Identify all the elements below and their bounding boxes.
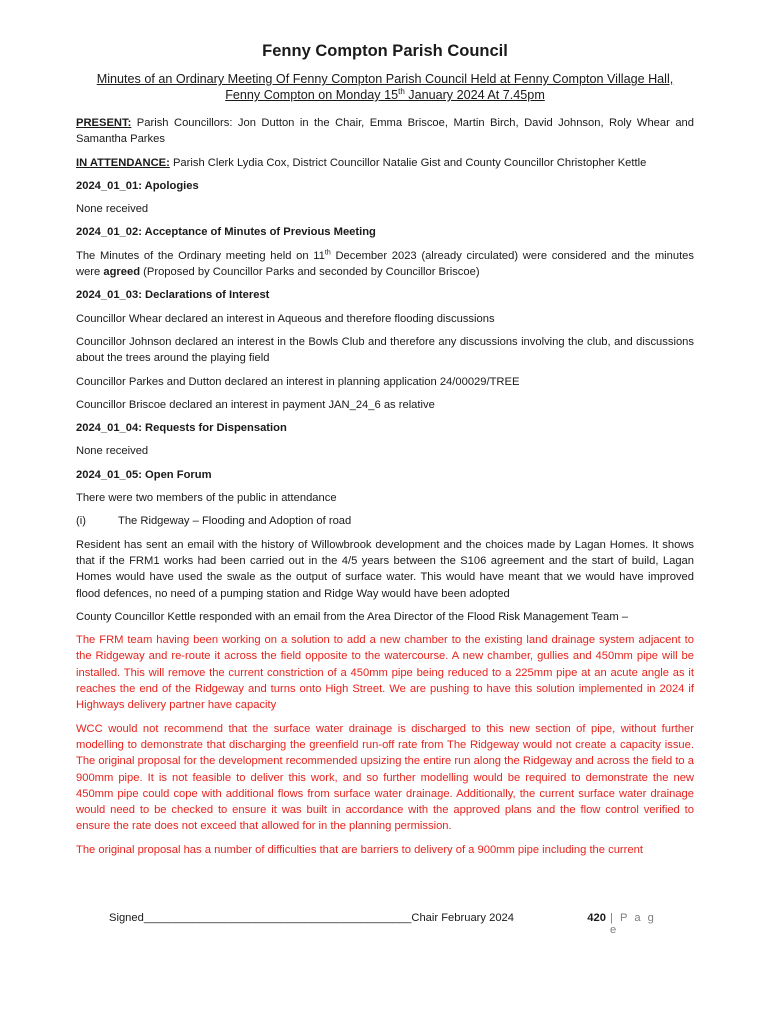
minutes-ordinal: th [324, 249, 331, 257]
open-forum-intro: There were two members of the public in attendance [76, 492, 337, 505]
section-heading-open-forum: 2024_01_05: Open Forum [76, 468, 212, 481]
attendance-paragraph [76, 155, 694, 171]
resident-paragraph: Resident has sent an email with the history of Willowbrook development and the choices made by Lagan Homes. It shows that if the FRM1 works had been carried out in the 4/5 years between the S106 agreement and the start of build, Lagan Homes would have used the swale as the output of surface water. This would have meant that we would have improved flood defences, no need of a pumping station and Ridge Way would have been adopted [76, 538, 694, 600]
frm-quote-paragraph-3: The original proposal has a number of difficulties that are barriers to delivery of a 900mm pipe including the current [76, 843, 643, 856]
item-title: The Ridgeway – Flooding and Adoption of road [118, 515, 352, 528]
page-footer [109, 912, 669, 936]
minutes-text-post: (Proposed by Councillor Parks and seconded by Councillor Briscoe) [140, 266, 480, 279]
open-forum-item [76, 513, 694, 529]
document-subtitle [76, 71, 694, 103]
minutes-text-pre: The Minutes of the Ordinary meeting held on 11 [76, 249, 325, 262]
declaration-line: Councillor Whear declared an interest in Aqueous and therefore flooding discussions [76, 312, 495, 325]
apologies-text: None received [76, 203, 149, 216]
signature-line: Signed___________________________________________Chair February 2024 [109, 912, 514, 924]
present-label: PRESENT: [76, 117, 132, 129]
subtitle-line-2-pre: Fenny Compton on Monday 15 [225, 88, 399, 102]
subtitle-ordinal: th [398, 86, 405, 96]
page-number: 420 [587, 912, 606, 924]
minutes-paragraph [76, 248, 694, 281]
frm-quote-paragraph-2: WCC would not recommend that the surface water drainage is discharged to this new section of pipe, without further modelling to demonstrate that discharging the greenfield run-off rate from The Ridgeway would not create a capacity issue. The original proposal for the development recommended upsizing the entire run along the Ridgeway and across the field to a 900mm pipe. It is not feasible to deliver this work, and so further modelling would be required to demonstrate the new 450mm pipe could cope with additional flows from surface water drainage. Additionally, the current surface water drainage would need to be checked to ensure it was built in accordance with the approved plans and the flow control verified to ensure the rate does not exceed that allowed for in the planning permission. [76, 722, 694, 833]
present-paragraph [76, 115, 694, 148]
councillor-response-paragraph: County Councillor Kettle responded with an email from the Area Director of the Flood Risk Management Team – [76, 610, 628, 623]
page-label: | P a g e [609, 912, 656, 936]
minutes-agreed: agreed [103, 266, 141, 279]
item-number: (i) [76, 515, 86, 528]
minutes-text-mid: December 2023 (already circulated) were considered and the minutes were [76, 249, 694, 279]
attendance-text: Parish Clerk Lydia Cox, District Councillor Natalie Gist and County Councillor Christopher Kettle [169, 156, 647, 169]
section-heading-dispensation: 2024_01_04: Requests for Dispensation [76, 422, 287, 435]
frm-quote-paragraph-1: The FRM team having been working on a solution to add a new chamber to the existing land drainage system adjacent to the Ridgeway and re-route it across the field opposite to the watercourse. A new chamber, gullies and 450mm pipe will be installed. This will remove the current constriction of a 450mm pipe being reduced to a 225mm pipe at an acute angle as it reaches the end of the Ridgeway and turns onto High Street. We are pushing to have this solution implemented in 2024 if Highways delivery partner have capacity [76, 634, 694, 712]
section-heading-apologies: 2024_01_01: Apologies [76, 179, 199, 192]
subtitle-line-1: Minutes of an Ordinary Meeting Of Fenny Compton Parish Council Held at Fenny Compton Village Hall, [96, 72, 674, 86]
present-text: Parish Councillors: Jon Dutton in the Chair, Emma Briscoe, Martin Birch, David Johnson, Roly Whear and Samantha Parkes [76, 117, 694, 146]
declaration-line: Councillor Johnson declared an interest in the Bowls Club and therefore any discussions involving the club, and discussions about the trees around the playing field [76, 335, 694, 365]
section-heading-declarations: 2024_01_03: Declarations of Interest [76, 289, 270, 302]
attendance-label: IN ATTENDANCE: [76, 156, 170, 169]
subtitle-line-2-post: January 2024 At 7.45pm [404, 88, 545, 102]
declaration-line: Councillor Parkes and Dutton declared an interest in planning application 24/00029/TREE [76, 375, 520, 388]
declaration-line: Councillor Briscoe declared an interest in payment JAN_24_6 as relative [76, 398, 435, 411]
document-title: Fenny Compton Parish Council [262, 42, 508, 60]
section-heading-minutes: 2024_01_02: Acceptance of Minutes of Previous Meeting [76, 226, 376, 239]
dispensation-text: None received [76, 445, 149, 458]
